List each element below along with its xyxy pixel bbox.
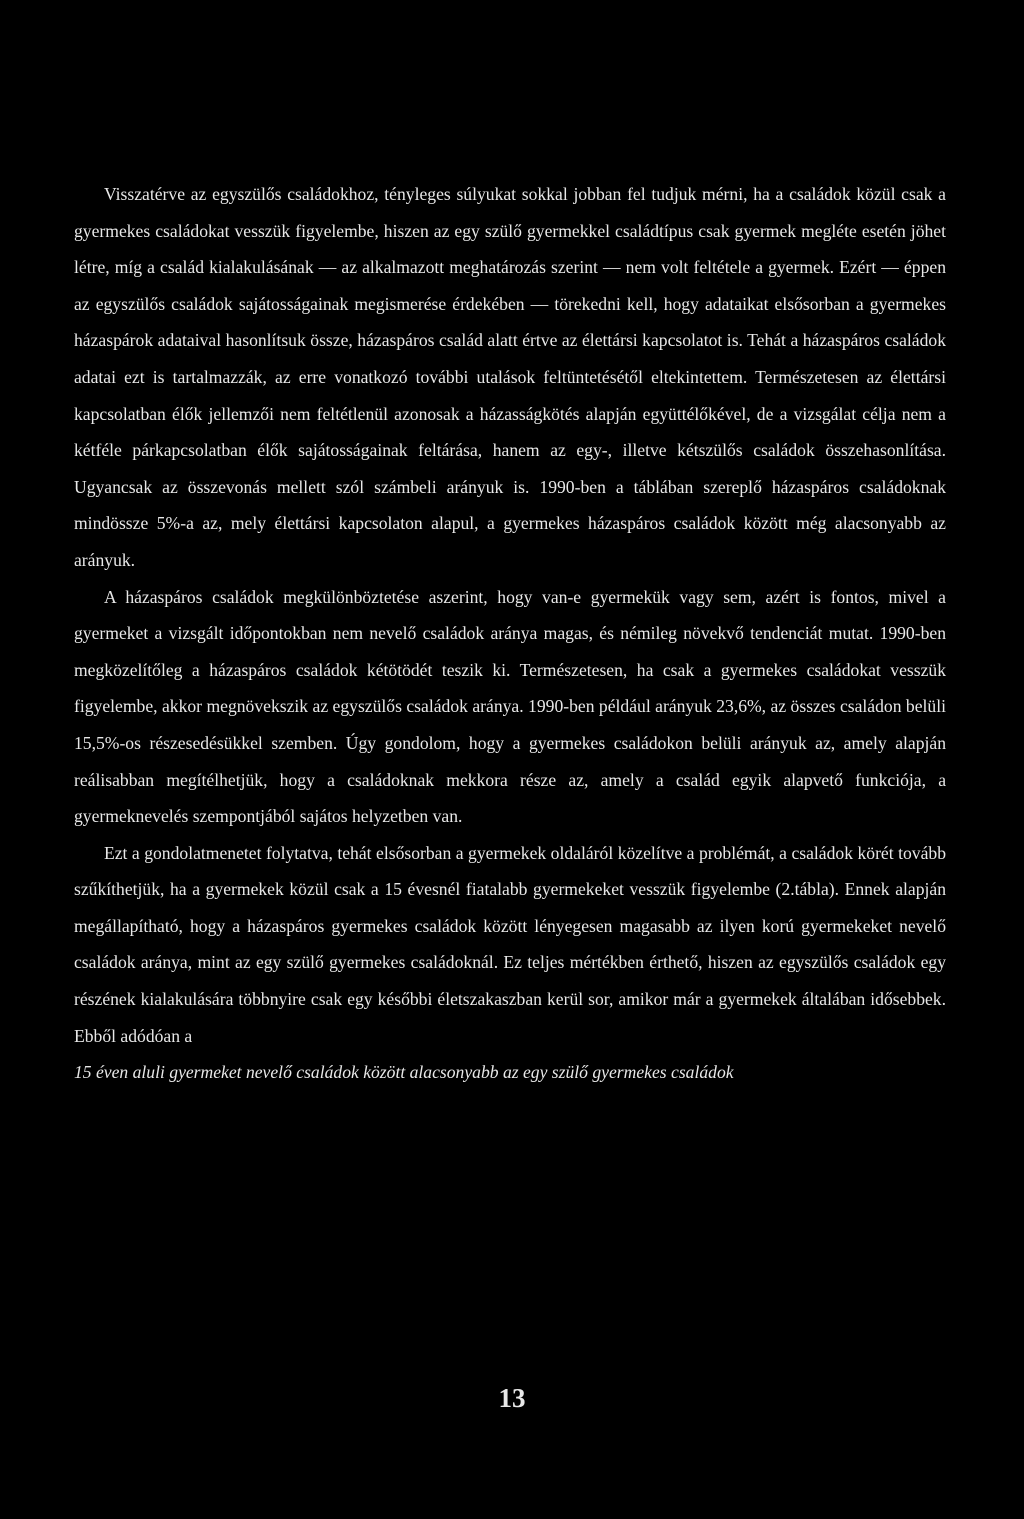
italic-continuation-line: 15 éven aluli gyermeket nevelő családok között alacsonyabb az egy szülő gyermekes családok	[74, 1062, 734, 1083]
page-number: 13	[498, 1383, 526, 1413]
paragraph-3: Ezt a gondolatmenetet folytatva, tehát elsősorban a gyermekek oldaláról közelítve a problémát, a családok körét tovább szűkíthetjük, ha a gyermekek közül csak a 15 évesnél fiatalabb gyermekeket vesszük figyelembe (2.tábla). Ennek alapján megállapítható, hogy a házaspáros gyermekes családok között lényegesen magasabb az ilyen korú gyermekeket nevelő családok aránya, mint az egy szülő gyermekes családoknál. Ez teljes mértékben érthető, hiszen az egyszülős családok egy részének kialakulására többnyire csak egy későbbi életszakaszban kerül sor, amikor már a gyermekek általában idősebbek. Ebből adódóan a	[74, 842, 946, 1046]
paragraph-1: Visszatérve az egyszülős családokhoz, tényleges súlyukat sokkal jobban fel tudjuk mérni, ha a családok közül csak a gyermekes családokat vesszük figyelembe, hiszen az egy szülő gyermekkel családtípus csak gyermek megléte esetén jöhet létre, míg a család kialakulásának — az alkalmazott meghatározás szerint — nem volt feltétele a gyermek. Ezért — éppen az egyszülős családok sajátosságainak megismerése érdekében — törekedni kell, hogy adataikat elsősorban a gyermekes házaspárok adataival hasonlítsuk össze, házaspáros család alatt értve az élettársi kapcsolatot is. Tehát a házaspáros családok adatai ezt is tartalmazzák, az erre vonatkozó további utalások feltüntetésétől eltekintettem. Természetesen az élettársi kapcsolatban élők jellemzői nem feltétlenül azonosak a házasságkötés alapján együttélőkével, de a vizsgálat célja nem a kétféle párkapcsolatban élők sajátosságainak feltárása, hanem az egy-, illetve kétszülős családok összehasonlítása. Ugyancsak az összevonás mellett szól számbeli arányuk is. 1990-ben a táblában szereplő házaspáros családoknak mindössze 5%-a az, mely élettársi kapcsolaton alapul, a gyermekes házaspáros családok között még alacsonyabb az arányuk.	[74, 184, 946, 570]
body-text	[74, 176, 946, 1091]
paragraph-2: A házaspáros családok megkülönböztetése aszerint, hogy van-e gyermekük vagy sem, azért is fontos, mivel a gyermeket a vizsgált időpontokban nem nevelő családok aránya magas, és némileg növekvő tendenciát mutat. 1990-ben megközelítőleg a házaspáros családok kétötödét teszik ki. Természetesen, ha csak a gyermekes családokat vesszük figyelembe, akkor megnövekszik az egyszülős családok aránya. 1990-ben például arányuk 23,6%, az összes családon belüli 15,5%-os részesedésükkel szemben. Úgy gondolom, hogy a gyermekes családokon belüli arányuk az, amely alapján reálisabban megítélhetjük, hogy a családoknak mekkora része az, amely a család egyik alapvető funkciója, a gyermeknevelés szempontjából sajátos helyzetben van.	[74, 586, 946, 827]
